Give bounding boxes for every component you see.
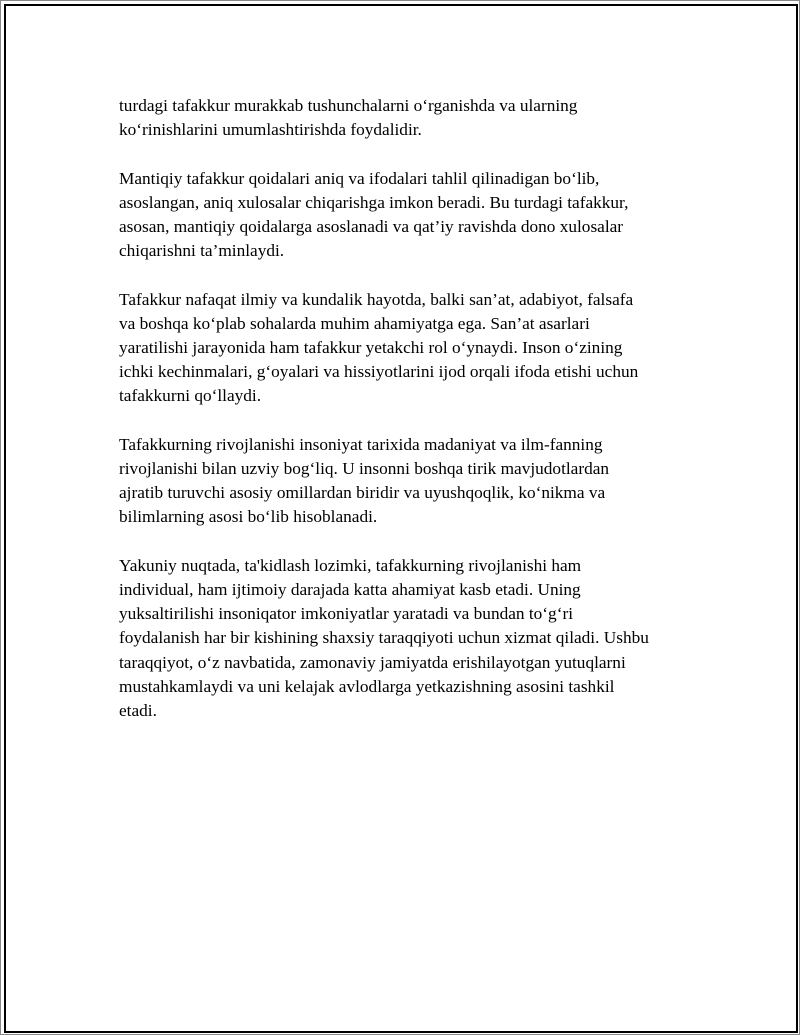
text-line: turdagi tafakkur murakkab tushunchalarni o‘rganishda va ularning <box>119 96 578 115</box>
paragraph-2 <box>119 167 689 264</box>
text-line: va boshqa ko‘plab sohalarda muhim ahamiyatga ega. San’at asarlari <box>119 313 590 333</box>
text-line: yuksaltirilishi insoniqator imkoniyatlar yaratadi va bundan to‘g‘ri <box>119 604 574 624</box>
text-line: Tafakkurning rivojlanishi insoniyat tarixida madaniyat va ilm-fanning <box>119 434 603 454</box>
paragraph-1 <box>119 94 689 142</box>
paragraph-3 <box>119 288 689 409</box>
text-line: individual, ham ijtimoiy darajada katta ahamiyat kasb etadi. Uning <box>119 580 581 599</box>
text-line: tafakkurni qo‘llaydi. <box>119 386 262 406</box>
text-line: chiqarishni ta’minlaydi. <box>119 241 285 261</box>
text-line: ichki kechinmalari, g‘oyalari va hissiyotlarini ijod orqali ifoda etishi uchun <box>119 362 639 382</box>
text-line: yaratilishi jarayonida ham tafakkur yetakchi rol o‘ynaydi. Inson o‘zining <box>119 338 623 357</box>
text-line: ajratib turuvchi asosiy omillardan biridir va uyushqoqlik, ko‘nikma va <box>119 483 606 503</box>
text-line: taraqqiyot, o‘z navbatida, zamonaviy jamiyatda erishilayotgan yutuqlarni <box>119 652 626 672</box>
text-line: asoslangan, aniq xulosalar chiqarishga imkon beradi. Bu turdagi tafakkur, <box>119 192 629 212</box>
text-line: foydalanish har bir kishining shaxsiy taraqqiyoti uchun xizmat qiladi. Ushbu <box>119 628 649 648</box>
text-line: bilimlarning asosi bo‘lib hisoblanadi. <box>119 507 378 527</box>
text-line: rivojlanishi bilan uzviy bog‘liq. U insonni boshqa tirik mavjudotlardan <box>119 459 610 478</box>
text-line: asosan, mantiqiy qoidalarga asoslanadi va qat’iy ravishda dono xulosalar <box>119 217 624 236</box>
paragraph-4 <box>119 433 689 530</box>
text-line: Mantiqiy tafakkur qoidalari aniq va ifodalari tahlil qilinadigan bo‘lib, <box>119 168 600 188</box>
paragraph-5 <box>119 554 689 723</box>
text-line: mustahkamlaydi va uni kelajak avlodlarga yetkazishning asosini tashkil <box>119 676 615 696</box>
text-line: Yakuniy nuqtada, ta'kidlash lozimki, tafakkurning rivojlanishi ham <box>119 555 582 575</box>
text-line: etadi. <box>119 701 157 721</box>
text-line: Tafakkur nafaqat ilmiy va kundalik hayotda, balki san’at, adabiyot, falsafa <box>119 289 634 309</box>
document-body <box>119 94 689 747</box>
text-line: ko‘rinishlarini umumlashtirishda foydalidir. <box>119 120 422 140</box>
